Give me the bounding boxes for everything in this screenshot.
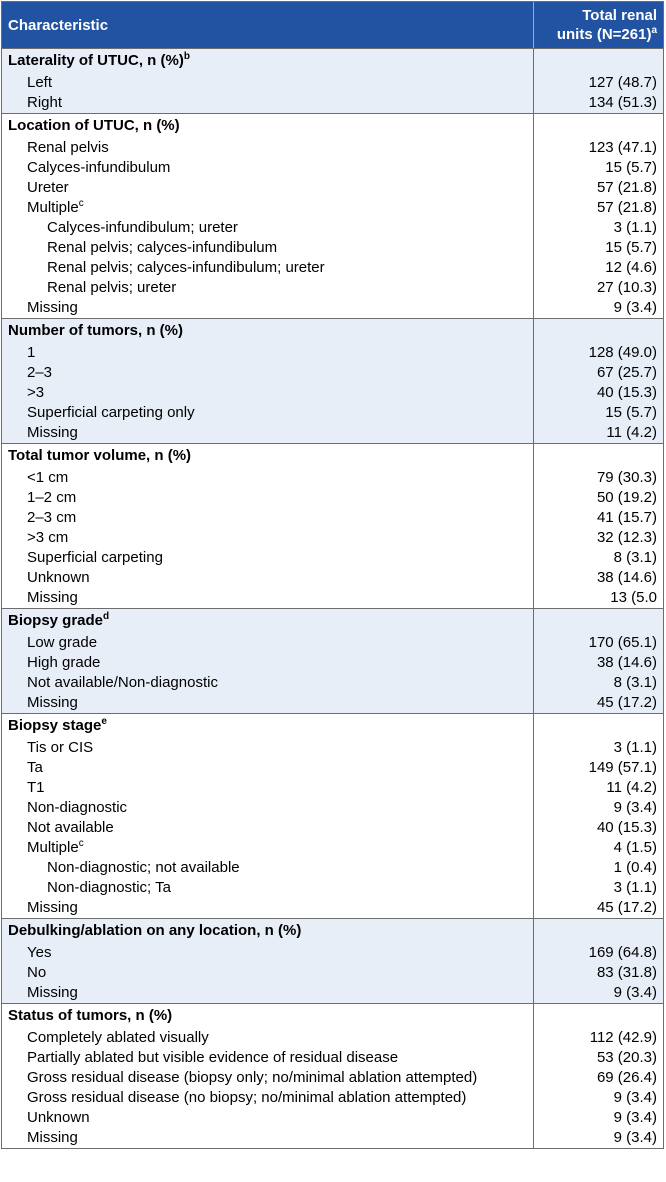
section-title [2, 609, 533, 633]
section-title-text: Biopsy grade [8, 612, 104, 629]
table-row [2, 508, 663, 528]
row-label-text: Missing [27, 1129, 78, 1146]
row-label-text: Non-diagnostic; not available [47, 859, 240, 876]
row-label [2, 468, 533, 488]
section-title [2, 1004, 533, 1028]
row-label-text: Multiple [27, 199, 79, 216]
row-label [2, 528, 533, 548]
section-title-footnote: d [103, 611, 110, 622]
row-label [2, 158, 533, 178]
row-label [2, 758, 533, 778]
table-header [2, 2, 663, 49]
row-label-text: Ta [27, 759, 43, 776]
table-row [2, 238, 663, 258]
row-value: 41 (15.7) [533, 508, 663, 528]
row-label [2, 258, 533, 278]
table-row [2, 423, 663, 443]
section-title-value-cell [533, 919, 663, 943]
row-value: 9 (3.4) [533, 1128, 663, 1148]
table-row [2, 693, 663, 713]
table-row [2, 633, 663, 653]
row-value: 3 (1.1) [533, 738, 663, 758]
row-value: 1 (0.4) [533, 858, 663, 878]
row-label-text: 1 [27, 344, 36, 361]
row-label [2, 138, 533, 158]
row-label-text: Calyces-infundibulum; ureter [47, 219, 238, 236]
header-total-line2 [534, 25, 657, 44]
row-label-text: Missing [27, 984, 78, 1001]
table-section [2, 443, 663, 608]
table-row [2, 73, 663, 93]
row-label-text: Ureter [27, 179, 69, 196]
row-value: 112 (42.9) [533, 1028, 663, 1048]
row-label [2, 898, 533, 918]
table-row [2, 1048, 663, 1068]
row-label [2, 1028, 533, 1048]
table-row [2, 818, 663, 838]
row-label-text: Missing [27, 589, 78, 606]
section-title-value-cell [533, 1004, 663, 1028]
row-label-text: Gross residual disease (biopsy only; no/minimal ablation attempted) [27, 1069, 478, 1086]
section-header-row [2, 49, 663, 73]
table-row [2, 983, 663, 1003]
row-label-text: Yes [27, 944, 52, 961]
row-label [2, 858, 533, 878]
row-value: 9 (3.4) [533, 298, 663, 318]
section-header-row [2, 1004, 663, 1028]
row-label-text: Missing [27, 694, 78, 711]
row-label-text: Not available/Non-diagnostic [27, 674, 218, 691]
section-title-value-cell [533, 319, 663, 343]
row-label [2, 93, 533, 113]
header-total-renal-units [533, 2, 663, 48]
table-row [2, 403, 663, 423]
row-value: 83 (31.8) [533, 963, 663, 983]
table-row [2, 1028, 663, 1048]
table-row [2, 343, 663, 363]
row-label-text: Renal pelvis; ureter [47, 279, 177, 296]
table-row [2, 383, 663, 403]
row-label [2, 548, 533, 568]
row-label-text: Completely ablated visually [27, 1029, 209, 1046]
row-label [2, 878, 533, 898]
row-label [2, 798, 533, 818]
row-value: 45 (17.2) [533, 693, 663, 713]
row-label-text: Renal pelvis [27, 139, 109, 156]
row-label-text: 1–2 cm [27, 489, 77, 506]
table-section [2, 49, 663, 113]
row-value: 4 (1.5) [533, 838, 663, 858]
section-title-value-cell [533, 714, 663, 738]
row-label [2, 383, 533, 403]
section-title-text: Number of tumors, n (%) [8, 322, 183, 339]
section-header-row [2, 444, 663, 468]
section-title-value-cell [533, 444, 663, 468]
row-label [2, 1068, 533, 1088]
table-row [2, 738, 663, 758]
row-label-text: 2–3 [27, 364, 53, 381]
section-title [2, 919, 533, 943]
row-value: 40 (15.3) [533, 818, 663, 838]
table-row [2, 258, 663, 278]
row-value: 127 (48.7) [533, 73, 663, 93]
table-row [2, 673, 663, 693]
row-label-text: Tis or CIS [27, 739, 94, 756]
table-row [2, 898, 663, 918]
table-row [2, 1128, 663, 1148]
row-label-text: Unknown [27, 569, 90, 586]
table-row [2, 363, 663, 383]
row-label [2, 983, 533, 1003]
row-label-text: >3 cm [27, 529, 69, 546]
row-label [2, 73, 533, 93]
header-total-footnote: a [651, 25, 657, 36]
row-value: 13 (5.0 [533, 588, 663, 608]
row-label-text: Non-diagnostic; Ta [47, 879, 171, 896]
row-label [2, 218, 533, 238]
table-row [2, 858, 663, 878]
row-label [2, 778, 533, 798]
table-row [2, 178, 663, 198]
table-row [2, 488, 663, 508]
row-label [2, 963, 533, 983]
table-row [2, 588, 663, 608]
row-label [2, 363, 533, 383]
row-label-text: Gross residual disease (no biopsy; no/minimal ablation attempted) [27, 1089, 467, 1106]
table-section [2, 318, 663, 443]
table-row [2, 963, 663, 983]
row-value: 27 (10.3) [533, 278, 663, 298]
table-row [2, 93, 663, 113]
table-section [2, 918, 663, 1003]
section-title-text: Laterality of UTUC, n (%) [8, 52, 184, 69]
row-value: 123 (47.1) [533, 138, 663, 158]
section-title-text: Debulking/ablation on any location, n (%) [8, 922, 302, 939]
row-label [2, 738, 533, 758]
table-body [2, 49, 663, 1148]
header-characteristic: Characteristic [8, 16, 109, 34]
row-value: 57 (21.8) [533, 178, 663, 198]
section-title [2, 49, 533, 73]
table-section [2, 1003, 663, 1148]
row-value: 67 (25.7) [533, 363, 663, 383]
row-label [2, 298, 533, 318]
row-label [2, 423, 533, 443]
table-row [2, 548, 663, 568]
section-title-text: Total tumor volume, n (%) [8, 447, 192, 464]
table-row [2, 568, 663, 588]
table-row [2, 138, 663, 158]
row-label-text: Multiple [27, 839, 79, 856]
row-label-text: Renal pelvis; calyces-infundibulum; ureter [47, 259, 325, 276]
row-label-text: <1 cm [27, 469, 69, 486]
row-value: 40 (15.3) [533, 383, 663, 403]
row-label [2, 198, 533, 218]
section-title-text: Location of UTUC, n (%) [8, 117, 180, 134]
row-value: 9 (3.4) [533, 1108, 663, 1128]
row-label [2, 403, 533, 423]
row-label-text: Missing [27, 424, 78, 441]
row-value: 11 (4.2) [533, 423, 663, 443]
row-label-text: 2–3 cm [27, 509, 77, 526]
section-title-value-cell [533, 114, 663, 138]
row-label [2, 508, 533, 528]
row-label-footnote: c [78, 838, 84, 849]
row-label [2, 568, 533, 588]
row-value: 57 (21.8) [533, 198, 663, 218]
section-title-text: Biopsy stage [8, 717, 102, 734]
row-label-text: Partially ablated but visible evidence of residual disease [27, 1049, 399, 1066]
row-label [2, 1128, 533, 1148]
table-row [2, 943, 663, 963]
table-row [2, 1088, 663, 1108]
row-label-text: Renal pelvis; calyces-infundibulum [47, 239, 278, 256]
row-label [2, 943, 533, 963]
row-value: 149 (57.1) [533, 758, 663, 778]
section-title-footnote: e [101, 716, 107, 727]
row-label [2, 278, 533, 298]
section-title [2, 444, 533, 468]
row-label [2, 633, 533, 653]
row-value: 8 (3.1) [533, 548, 663, 568]
row-label-text: Right [27, 94, 63, 111]
table-row [2, 158, 663, 178]
row-value: 3 (1.1) [533, 878, 663, 898]
table-row [2, 838, 663, 858]
row-value: 12 (4.6) [533, 258, 663, 278]
row-label-text: T1 [27, 779, 45, 796]
table-section [2, 608, 663, 713]
row-label [2, 673, 533, 693]
row-value: 79 (30.3) [533, 468, 663, 488]
row-label [2, 838, 533, 858]
section-header-row [2, 714, 663, 738]
row-label [2, 343, 533, 363]
row-label [2, 1108, 533, 1128]
row-label [2, 588, 533, 608]
row-value: 169 (64.8) [533, 943, 663, 963]
section-header-row [2, 919, 663, 943]
row-label-text: Superficial carpeting only [27, 404, 195, 421]
row-label [2, 488, 533, 508]
row-value: 50 (19.2) [533, 488, 663, 508]
table-row [2, 298, 663, 318]
row-label-text: >3 [27, 384, 45, 401]
row-label-text: Left [27, 74, 53, 91]
row-value: 3 (1.1) [533, 218, 663, 238]
row-value: 9 (3.4) [533, 798, 663, 818]
table-row [2, 798, 663, 818]
row-label-text: No [27, 964, 47, 981]
table-row [2, 198, 663, 218]
row-label-text: Low grade [27, 634, 98, 651]
row-label [2, 1088, 533, 1108]
section-title [2, 714, 533, 738]
section-title-value-cell [533, 49, 663, 73]
table-row [2, 653, 663, 673]
section-title-text: Status of tumors, n (%) [8, 1007, 173, 1024]
row-value: 38 (14.6) [533, 653, 663, 673]
header-total-line1: Total renal [582, 7, 657, 24]
row-label-text: Unknown [27, 1109, 90, 1126]
row-value: 15 (5.7) [533, 158, 663, 178]
table-row [2, 878, 663, 898]
row-label-text: Not available [27, 819, 114, 836]
table-row [2, 218, 663, 238]
row-value: 128 (49.0) [533, 343, 663, 363]
table-row [2, 278, 663, 298]
row-label [2, 1048, 533, 1068]
row-value: 38 (14.6) [533, 568, 663, 588]
table-row [2, 468, 663, 488]
row-label [2, 818, 533, 838]
row-label-text: Superficial carpeting [27, 549, 163, 566]
section-title [2, 319, 533, 343]
section-title [2, 114, 533, 138]
table-section [2, 113, 663, 318]
row-label [2, 238, 533, 258]
row-label-footnote: c [78, 198, 84, 209]
section-header-row [2, 114, 663, 138]
row-value: 8 (3.1) [533, 673, 663, 693]
table-row [2, 758, 663, 778]
row-label-text: Missing [27, 299, 78, 316]
row-label [2, 653, 533, 673]
row-value: 9 (3.4) [533, 1088, 663, 1108]
row-label-text: High grade [27, 654, 101, 671]
row-label [2, 693, 533, 713]
row-value: 9 (3.4) [533, 983, 663, 1003]
row-value: 11 (4.2) [533, 778, 663, 798]
header-total-line2-text: units (N=261) [556, 26, 652, 43]
section-header-row [2, 609, 663, 633]
row-value: 32 (12.3) [533, 528, 663, 548]
section-header-row [2, 319, 663, 343]
characteristics-table [1, 1, 664, 1149]
section-title-footnote: b [183, 51, 190, 62]
table-row [2, 778, 663, 798]
row-value: 53 (20.3) [533, 1048, 663, 1068]
table-row [2, 528, 663, 548]
section-title-value-cell [533, 609, 663, 633]
row-value: 15 (5.7) [533, 238, 663, 258]
row-value: 170 (65.1) [533, 633, 663, 653]
row-value: 15 (5.7) [533, 403, 663, 423]
row-label-text: Non-diagnostic [27, 799, 128, 816]
row-value: 45 (17.2) [533, 898, 663, 918]
row-label-text: Missing [27, 899, 78, 916]
table-row [2, 1108, 663, 1128]
row-value: 69 (26.4) [533, 1068, 663, 1088]
row-label [2, 178, 533, 198]
table-section [2, 713, 663, 918]
table-row [2, 1068, 663, 1088]
row-value: 134 (51.3) [533, 93, 663, 113]
row-label-text: Calyces-infundibulum [27, 159, 171, 176]
